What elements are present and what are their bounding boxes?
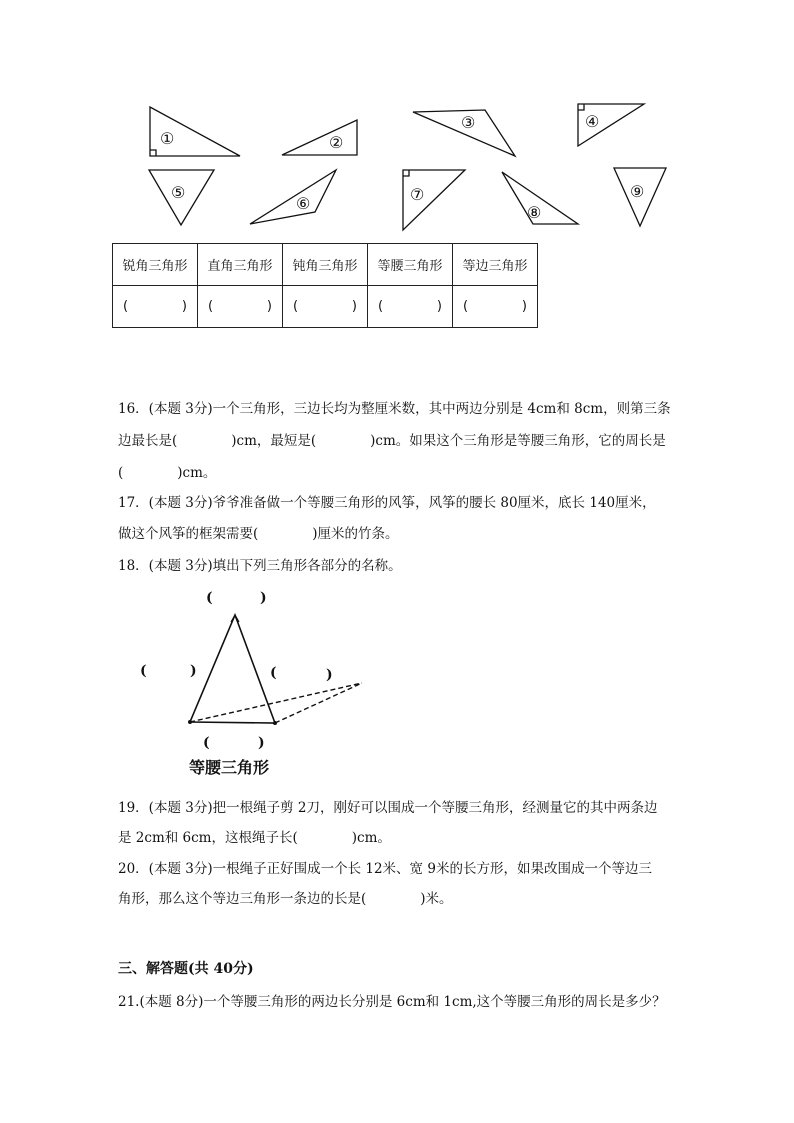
triangle-label-2: ② xyxy=(329,133,344,152)
triangle-shapes-figure xyxy=(0,0,794,240)
paren-left-close: ) xyxy=(190,663,197,679)
q21-line-1: 21.(本题 8分)一个等腰三角形的两边长分别是 6cm和 1cm,这个等腰三角形的周长是多少？ xyxy=(118,994,666,1010)
triangle-label-3: ③ xyxy=(461,113,476,132)
section-3-title: 三、解答题(共 40分) xyxy=(118,961,254,977)
triangle-label-1: ① xyxy=(160,129,175,148)
q16-line-3: ( )cm。 xyxy=(118,465,217,481)
q19-line-2: 是 2cm和 6cm，这根绳子长( )cm。 xyxy=(118,830,391,846)
header-isosceles: 等腰三角形 xyxy=(368,244,453,286)
triangle-label-8: ⑧ xyxy=(527,203,542,222)
triangle-label-4: ④ xyxy=(585,112,600,131)
answer-cell-obtuse[interactable]: ( ) xyxy=(283,286,368,328)
answer-cell-equilateral[interactable]: ( ) xyxy=(453,286,538,328)
q20-line-2: 角形，那么这个等边三角形一条边的长是( )米。 xyxy=(118,891,453,907)
header-right: 直角三角形 xyxy=(198,244,283,286)
header-obtuse: 钝角三角形 xyxy=(283,244,368,286)
triangle-label-9: ⑨ xyxy=(630,182,645,201)
paren-left-open: ( xyxy=(140,663,147,679)
q20-line-1: 20．(本题 3分)一根绳子正好围成一个长 12米、宽 9米的长方形，如果改围成一个等边三 xyxy=(118,861,652,877)
answer-cell-isosceles[interactable]: ( ) xyxy=(368,286,453,328)
figure-caption: 等腰三角形 xyxy=(189,758,270,777)
triangle-label-5: ⑤ xyxy=(171,183,186,202)
header-equilateral: 等边三角形 xyxy=(453,244,538,286)
q19-line-1: 19．(本题 3分)把一根绳子剪 2刀，刚好可以围成一个等腰三角形，经测量它的其中两条边 xyxy=(118,800,658,816)
classification-table xyxy=(112,243,538,328)
paren-bottom-open: ( xyxy=(203,735,210,751)
header-acute: 锐角三角形 xyxy=(113,244,198,286)
q17-line-1: 17．(本题 3分)爷爷准备做一个等腰三角形的风筝，风筝的腰长 80厘米，底长 140厘米， xyxy=(118,495,656,511)
triangle-2 xyxy=(282,120,357,155)
paren-top-open: ( xyxy=(206,590,213,606)
paren-right-close: ) xyxy=(326,667,333,683)
triangle-label-6: ⑥ xyxy=(296,194,311,213)
paren-top-close: ) xyxy=(260,590,267,606)
q16-line-2: 边最长是( )cm，最短是( )cm。如果这个三角形是等腰三角形，它的周长是 xyxy=(118,433,666,449)
q16-line-1: 16．(本题 3分)一个三角形，三边长均为整厘米数，其中两边分别是 4cm和 8cm，则第三条 xyxy=(118,401,671,417)
triangle-label-7: ⑦ xyxy=(410,185,425,204)
answer-cell-right[interactable]: ( ) xyxy=(198,286,283,328)
q17-line-2: 做这个风筝的框架需要( )厘米的竹条。 xyxy=(118,526,399,542)
paren-right-open: ( xyxy=(270,665,277,681)
isosceles-triangle-figure xyxy=(130,585,380,755)
triangle-6 xyxy=(250,170,336,224)
q18-line-1: 18．(本题 3分)填出下列三角形各部分的名称。 xyxy=(118,558,402,574)
answer-cell-acute[interactable]: ( ) xyxy=(113,286,198,328)
paren-bottom-close: ) xyxy=(258,735,265,751)
